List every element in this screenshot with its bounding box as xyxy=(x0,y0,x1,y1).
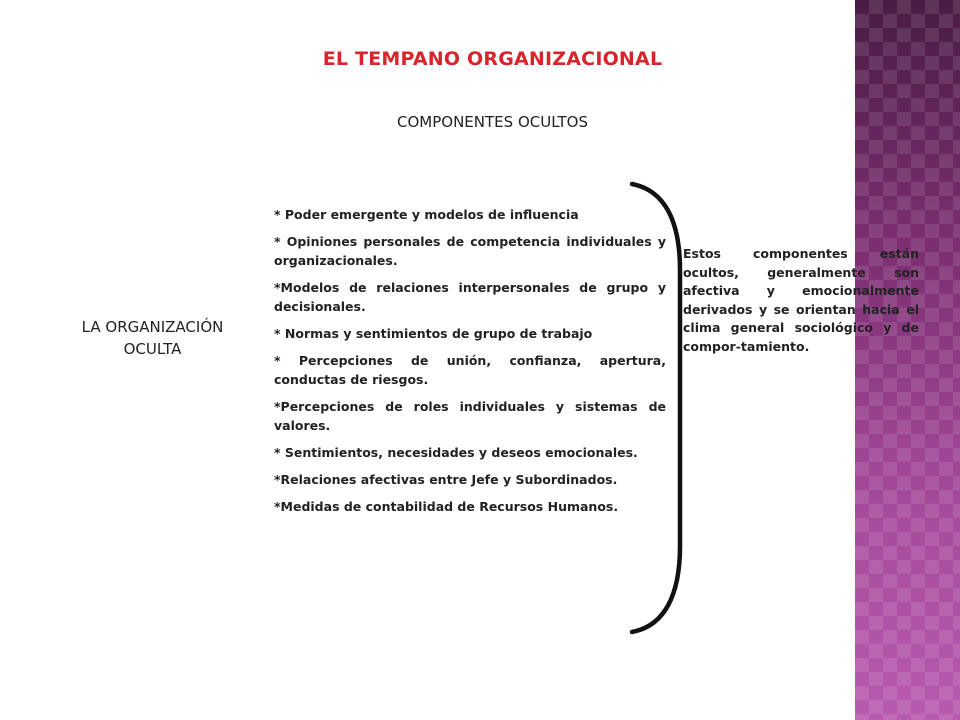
decorative-side-band xyxy=(855,0,960,720)
label-line-2: OCULTA xyxy=(123,340,182,358)
list-item: *Relaciones afectivas entre Jefe y Subordinados. xyxy=(274,472,618,487)
label-line-1: LA ORGANIZACIÓN xyxy=(81,318,224,336)
list-item: * Percepciones de unión, confianza, apertura, conductas de riesgos. xyxy=(274,353,666,387)
components-description: Estos componentes están ocultos, generalmente son afectiva y emocionalmente derivados y se orientan hacia el clima general sociológico y de compor-tamiento. xyxy=(683,246,919,354)
list-item: *Modelos de relaciones interpersonales de grupo y decisionales. xyxy=(274,280,666,314)
list-item: *Medidas de contabilidad de Recursos Humanos. xyxy=(274,499,619,514)
section-subtitle: COMPONENTES OCULTOS xyxy=(397,113,588,131)
list-item: * Normas y sentimientos de grupo de trabajo xyxy=(274,326,593,341)
list-item: * Opiniones personales de competencia individuales y organizacionales. xyxy=(274,234,666,268)
page-title: EL TEMPANO ORGANIZACIONAL xyxy=(322,48,663,70)
components-list xyxy=(274,205,666,524)
hidden-organization-label xyxy=(45,316,260,360)
list-item: *Percepciones de roles individuales y sistemas de valores. xyxy=(274,399,666,433)
list-item: * Poder emergente y modelos de influencia xyxy=(274,207,579,222)
list-item: * Sentimientos, necesidades y deseos emocionales. xyxy=(274,445,638,460)
right-bracket xyxy=(628,180,688,636)
